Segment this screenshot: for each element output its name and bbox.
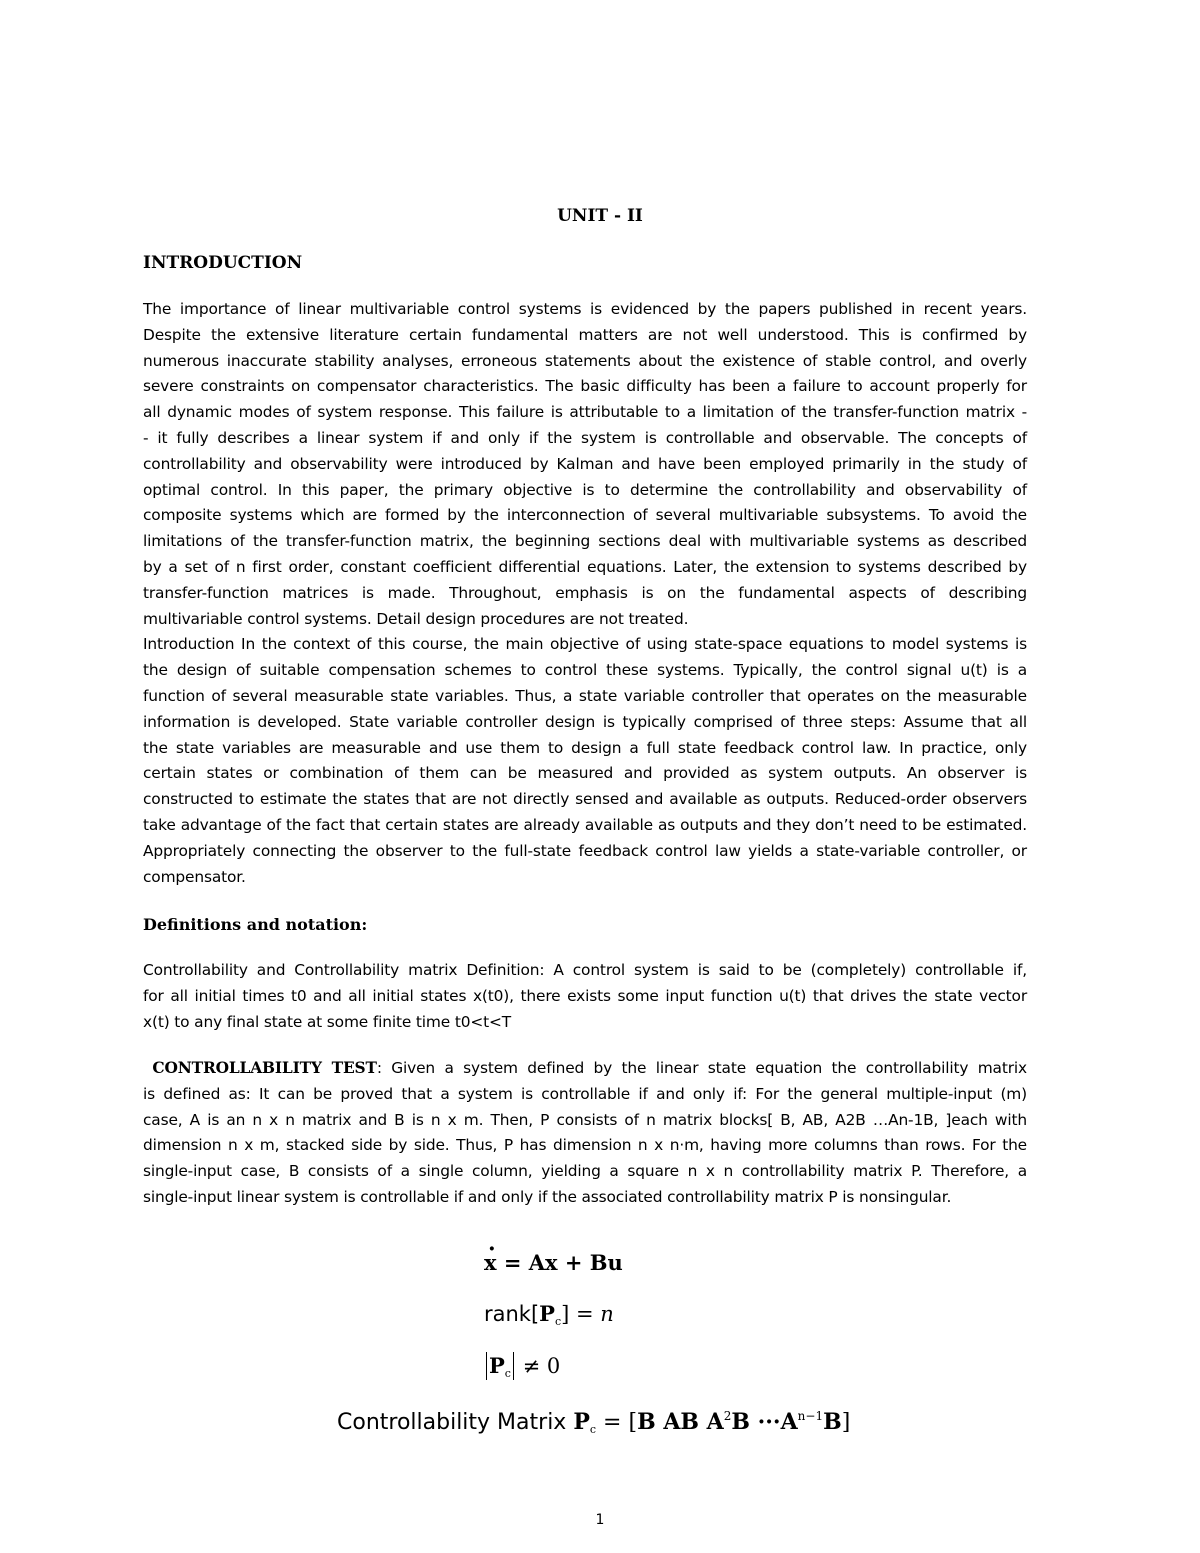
controllability-matrix-label: Controllability Matrix [337, 1410, 574, 1435]
subscript: c [589, 1423, 597, 1436]
text-line: for all initial times t0 and all initial states x(t0), there exists some input function u(t) that drives the state vector [143, 986, 1027, 1005]
close-bracket: ] [841, 1410, 851, 1435]
controllability-test-label: CONTROLLABILITY TEST [152, 1059, 377, 1077]
text-line: the state variables are measurable and use them to design a full state feedback control law. In practice, only [143, 738, 1027, 757]
text-line [143, 1056, 1027, 1082]
determinant-equation [484, 1352, 560, 1380]
controllability-matrix-equation [337, 1409, 850, 1436]
text-line: limitations of the transfer-function matrix, the beginning sections deal with multivariable systems as described [143, 532, 1027, 551]
subscript: c [554, 1315, 562, 1328]
text-line: the design of suitable compensation schemes to control these systems. Typically, the control signal u(t) is a [143, 661, 1027, 680]
text-line: take advantage of the fact that certain states are already available as outputs and they don’t need to be estimated. [143, 815, 1027, 834]
unit-title: UNIT - II [557, 206, 643, 226]
subscript: c [504, 1367, 511, 1380]
superscript: n−1 [797, 1409, 824, 1423]
text-line: constructed to estimate the states that are not directly sensed and available as outputs. Reduced-order observers [143, 790, 1027, 809]
introduction-heading: INTRODUCTION [143, 253, 303, 273]
matrix-term: B ···A [731, 1409, 798, 1435]
text-line: severe constraints on compensator characteristics. The basic difficulty has been a failure to account properly for [143, 377, 1027, 396]
controllability-test-paragraph [143, 1056, 1027, 1211]
text-line: composite systems which are formed by the interconnection of several multivariable subsystems. To avoid the [143, 506, 1027, 525]
text-line: optimal control. In this paper, the primary objective is to determine the controllability and observability of [143, 480, 1027, 499]
text-line: transfer-function matrices is made. Throughout, emphasis is on the fundamental aspects of describing [143, 583, 1027, 602]
abs-bar [513, 1352, 514, 1380]
text-line: single-input linear system is controllable if and only if the associated controllability matrix P is nonsingular. [143, 1187, 952, 1206]
text-line-rest: : Given a system defined by the linear state equation the controllability matrix [376, 1059, 1027, 1077]
equals-bracket: = [ [596, 1410, 638, 1435]
matrix-symbol: P [573, 1409, 590, 1435]
text-line: compensator. [143, 867, 246, 886]
text-line: multivariable control systems. Detail design procedures are not treated. [143, 609, 689, 628]
text-line: by a set of n first order, constant coefficient differential equations. Later, the extension to systems described by [143, 557, 1027, 576]
superscript: 2 [723, 1409, 732, 1423]
text-line: Despite the extensive literature certain fundamental matters are not well understood. This is confirmed by [143, 325, 1027, 344]
definition-paragraph [143, 958, 1027, 1035]
matrix-symbol: P [539, 1301, 555, 1326]
text-line: numerous inaccurate stability analyses, erroneous statements about the existence of stable control, and overly [143, 351, 1027, 370]
equals-sign: ] = [561, 1302, 601, 1326]
x-dot-symbol: · x [484, 1250, 497, 1275]
state-equation-rhs: = Ax + Bu [496, 1250, 623, 1275]
text-line: function of several measurable state variables. Thus, a state variable controller that operates on the measurable [143, 686, 1027, 705]
text-line: controllability and observability were introduced by Kalman and have been employed primarily in the study of [143, 454, 1027, 473]
rank-label: rank[ [484, 1302, 540, 1326]
text-line: is defined as: It can be proved that a system is controllable if and only if: For the general multiple-input (m) [143, 1084, 1027, 1103]
definitions-heading: Definitions and notation: [143, 915, 368, 934]
text-line: Controllability and Controllability matrix Definition: A control system is said to be (completely) controllable if, [143, 961, 1027, 979]
matrix-term: B AB A [637, 1409, 724, 1435]
introduction-paragraph [143, 297, 1027, 890]
matrix-term: B [823, 1409, 842, 1435]
text-line: Appropriately connecting the observer to the full-state feedback control law yields a state-variable controller, or [143, 841, 1027, 860]
text-line: all dynamic modes of system response. This failure is attributable to a limitation of the transfer-function matrix - [143, 403, 1027, 422]
n-symbol: n [600, 1302, 614, 1326]
text-line: certain states or combination of them can be measured and provided as system outputs. An observer is [143, 764, 1027, 783]
text-line: Introduction In the context of this course, the main objective of using state-space equations to model systems is [143, 635, 1027, 654]
text-line: case, A is an n x n matrix and B is n x m. Then, P consists of n matrix blocks[ B, AB, A2B …An-1B, ]each with [143, 1110, 1027, 1129]
rank-equation [484, 1301, 614, 1328]
not-equal-zero: ≠ 0 [515, 1354, 561, 1378]
text-line: information is developed. State variable controller design is typically comprised of three steps: Assume that all [143, 712, 1027, 731]
abs-bar [486, 1352, 487, 1380]
page-number: 1 [595, 1512, 605, 1528]
text-line: - it fully describes a linear system if and only if the system is controllable and observable. The concepts of [143, 428, 1027, 447]
text-line: single-input case, B consists of a single column, yielding a square n x n controllability matrix P. Therefore, a [143, 1162, 1027, 1181]
matrix-symbol: P [489, 1353, 505, 1378]
text-line: The importance of linear multivariable control systems is evidenced by the papers published in recent years. [143, 300, 1027, 318]
text-line: dimension n x m, stacked side by side. Thus, P has dimension n x n·m, having more columns than rows. For the [143, 1136, 1027, 1155]
text-line: x(t) to any final state at some finite time t0<t<T [143, 1012, 511, 1031]
state-equation [484, 1250, 623, 1275]
